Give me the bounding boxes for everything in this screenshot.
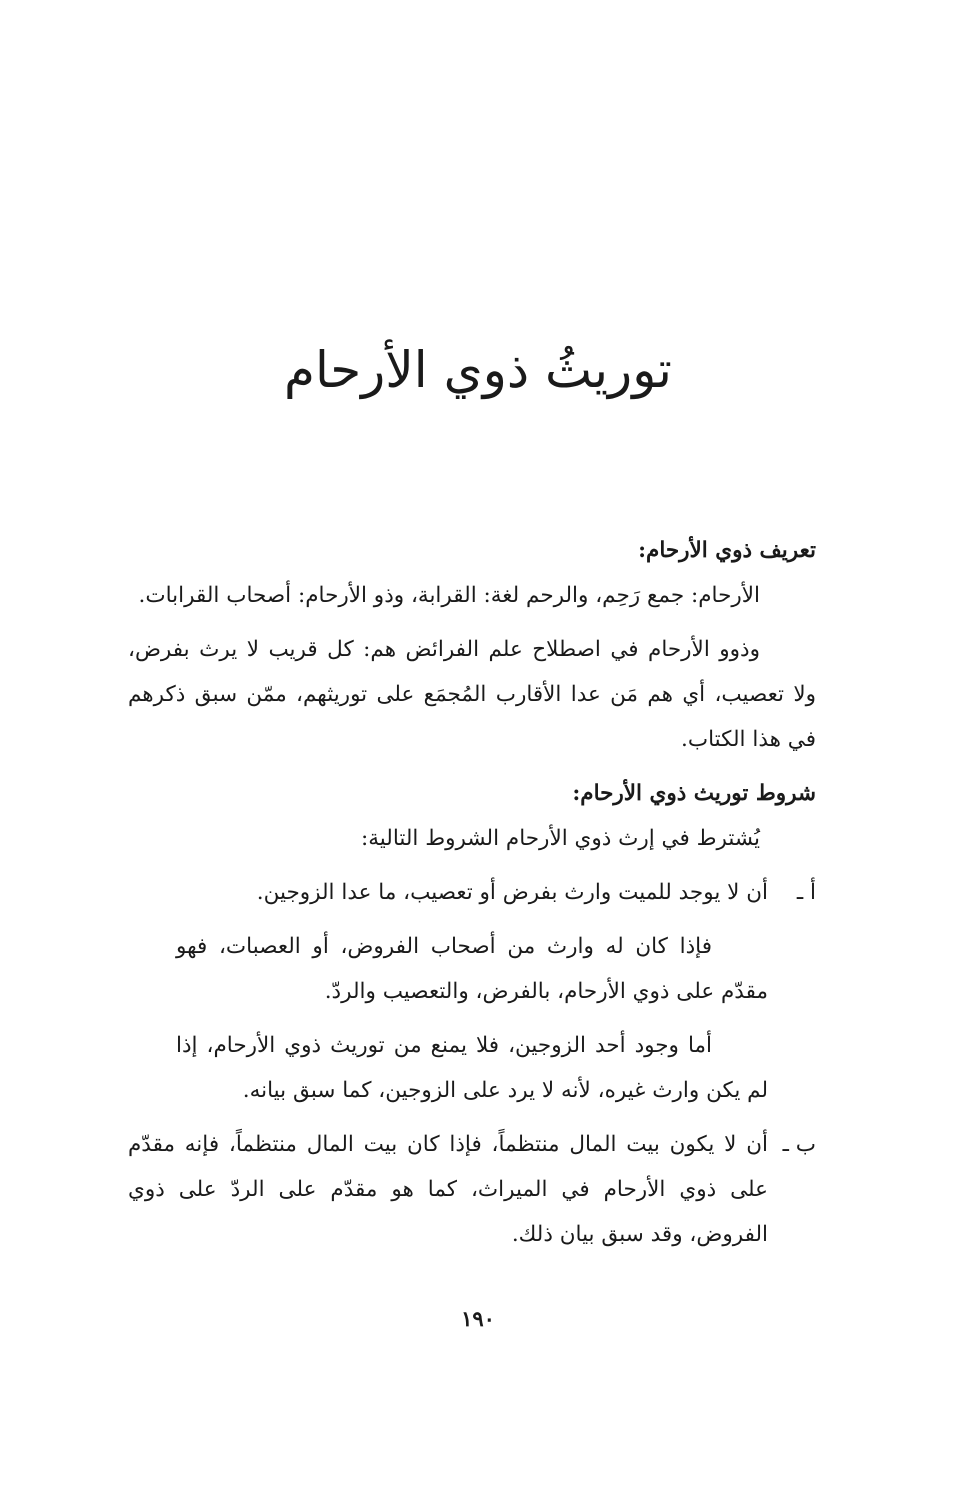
- condition-item-a: [128, 870, 816, 915]
- conditions-intro: يُشترط في إرث ذوي الأرحام الشروط التالية:: [361, 826, 760, 851]
- definition-heading: تعريف ذوي الأرحام:: [638, 538, 816, 563]
- definition-paragraph-2: وذوو الأرحام في اصطلاح علم الفرائض هم: كل قريب لا يرث بفرض، ولا تعصيب، أي هم مَن عدا الأقارب المُجمَع على توريثهم، ممّن سبق ذكرهم في هذا الكتاب.: [128, 637, 816, 752]
- page-body: [128, 528, 816, 1257]
- condition-item-b: [128, 1122, 816, 1257]
- condition-text-a: أن لا يوجد للميت وارث بفرض أو تعصيب، ما عدا الزوجين.: [256, 880, 768, 905]
- definition-paragraph-1: الأرحام: جمع رَحِم، والرحم لغة: القرابة، وذو الأرحام: أصحاب القرابات.: [138, 583, 760, 608]
- page-number: ١٩٠: [461, 1306, 495, 1331]
- condition-marker-a: أ ـ: [796, 880, 816, 905]
- condition-a-explanation-2: أما وجود أحد الزوجين، فلا يمنع من توريث ذوي الأرحام، إذا لم يكن وارث غيره، لأنه لا يرد على الزوجين، كما سبق بيانه.: [176, 1033, 768, 1103]
- condition-marker-b: ب ـ: [782, 1132, 816, 1157]
- conditions-heading: شروط توريث ذوي الأرحام:: [572, 781, 816, 806]
- condition-text-b: أن لا يكون بيت المال منتظماً، فإذا كان بيت المال منتظماً، فإنه مقدّم على ذوي الأرحام في الميراث، كما هو مقدّم على الردّ على ذوي الفروض، وقد سبق بيان ذلك.: [128, 1132, 768, 1247]
- condition-a-explanation-1: فإذا كان له وارث من أصحاب الفروض، أو العصبات، فهو مقدّم على ذوي الأرحام، بالفرض، والتعصيب والردّ.: [176, 934, 768, 1004]
- chapter-title: توريثُ ذوي الأرحام: [284, 341, 672, 399]
